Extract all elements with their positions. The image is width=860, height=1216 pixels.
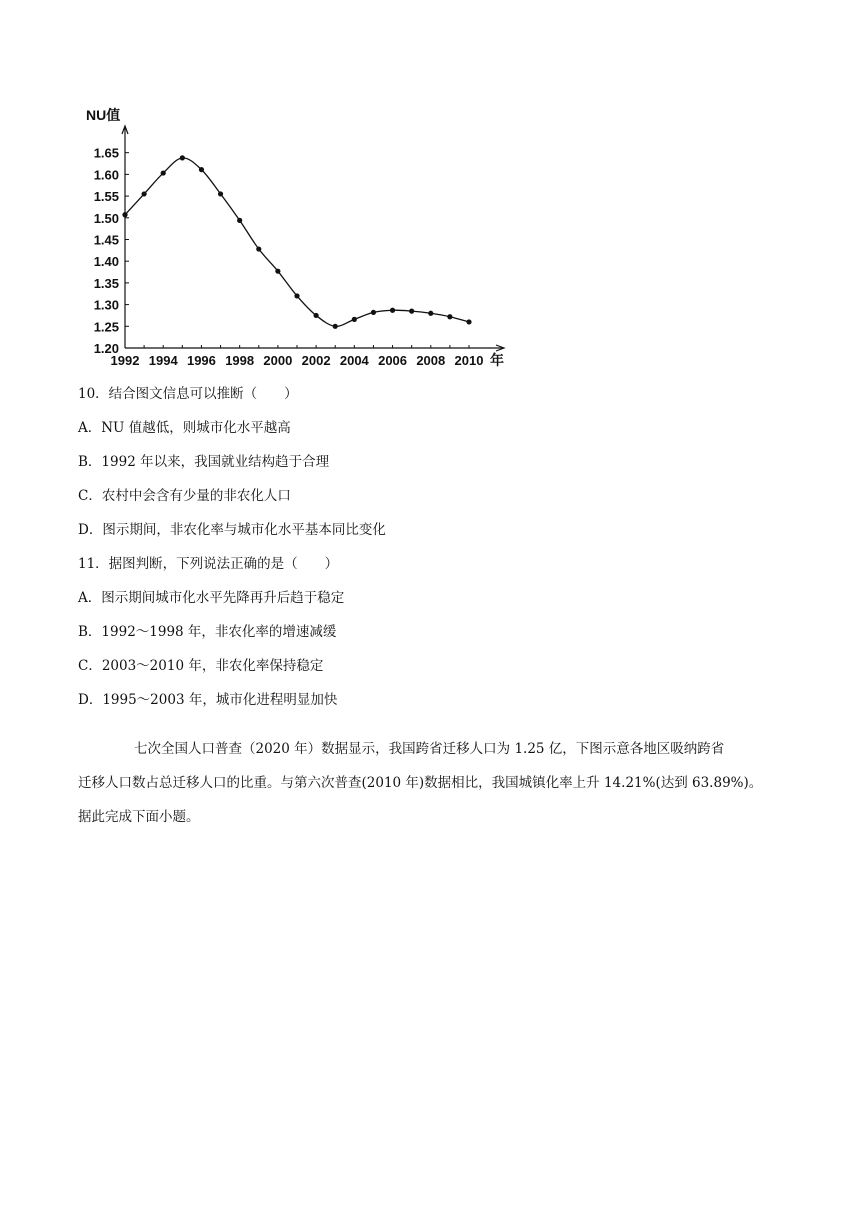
- data-point: [371, 310, 376, 315]
- x-tick-label: 1998: [225, 353, 255, 368]
- y-tick-label: 1.20: [93, 341, 119, 356]
- question-11-option-d[interactable]: D．1995～2003 年，城市化进程明显加快: [78, 692, 338, 708]
- question-11-option-b[interactable]: B．1992～1998 年，非农化率的增速减缓: [78, 624, 337, 640]
- passage: [78, 732, 798, 834]
- data-point: [390, 308, 395, 313]
- x-tick-label: 1992: [110, 353, 140, 368]
- passage-line-3: 据此完成下面小题。: [78, 809, 200, 825]
- data-point: [275, 269, 280, 274]
- nu-series-points: [122, 155, 471, 329]
- x-tick-label: 2004: [339, 353, 369, 368]
- question-11-stem: 11．据图判断，下列说法正确的是（ ）: [78, 556, 339, 572]
- data-point: [180, 155, 185, 160]
- x-tick-label: 2000: [263, 353, 293, 368]
- y-tick-label: 1.60: [93, 167, 119, 183]
- x-tick-label: 1996: [186, 353, 216, 368]
- question-10-stem: 10．结合图文信息可以推断（ ）: [78, 386, 298, 402]
- data-point: [314, 313, 319, 318]
- x-tick-label: 2002: [301, 353, 331, 368]
- data-point: [447, 314, 452, 319]
- nu-value-line-chart: [78, 100, 518, 372]
- chart-axes: [122, 126, 504, 351]
- data-point: [256, 246, 261, 251]
- y-axis-title: NU值: [86, 107, 121, 123]
- x-tick-label: 2006: [378, 353, 408, 368]
- data-point: [294, 293, 299, 298]
- x-tick-label: 2008: [416, 353, 446, 368]
- question-11-option-a[interactable]: A．图示期间城市化水平先降再升后趋于稳定: [78, 590, 345, 606]
- data-point: [333, 324, 338, 329]
- y-tick-label: 1.30: [93, 297, 119, 313]
- x-tick-label: 2010: [454, 353, 484, 368]
- x-tick-label: 1994: [148, 353, 178, 368]
- y-tick-label: 1.35: [93, 275, 119, 291]
- y-tick-labels: [94, 146, 129, 356]
- data-point: [428, 311, 433, 316]
- data-point: [142, 191, 147, 196]
- question-11-option-c[interactable]: C．2003～2010 年，非农化率保持稳定: [78, 658, 324, 674]
- question-10-option-d[interactable]: D．图示期间，非农化率与城市化水平基本同比变化: [78, 522, 386, 538]
- data-point: [237, 218, 242, 223]
- data-point: [466, 319, 471, 324]
- y-tick-label: 1.55: [93, 189, 119, 205]
- data-point: [352, 317, 357, 322]
- data-point: [218, 191, 223, 196]
- x-axis-unit: 年: [490, 352, 504, 368]
- question-10-option-b[interactable]: B．1992 年以来，我国就业结构趋于合理: [78, 454, 330, 470]
- question-10-option-a[interactable]: A．NU 值越低，则城市化水平越高: [78, 420, 291, 436]
- passage-line-2: 迁移人口数占总迁移人口的比重。与第六次普查(2010 年)数据相比，我国城镇化率上升 14.21%(达到 63.89%)。: [78, 775, 763, 791]
- passage-line-1: 七次全国人口普查（2020 年）数据显示，我国跨省迁移人口为 1.25 亿，下图示意各地区吸纳跨省: [134, 741, 725, 757]
- y-tick-label: 1.45: [93, 232, 119, 248]
- data-point: [161, 170, 166, 175]
- question-10-option-c[interactable]: C．农村中会含有少量的非农化人口: [78, 488, 291, 504]
- data-point: [122, 212, 127, 217]
- y-tick-label: 1.65: [93, 145, 119, 161]
- data-point: [409, 309, 414, 314]
- y-tick-label: 1.25: [93, 319, 119, 335]
- y-tick-label: 1.40: [93, 254, 119, 270]
- y-tick-label: 1.50: [93, 210, 119, 226]
- nu-series-line: [125, 158, 469, 327]
- data-point: [199, 167, 204, 172]
